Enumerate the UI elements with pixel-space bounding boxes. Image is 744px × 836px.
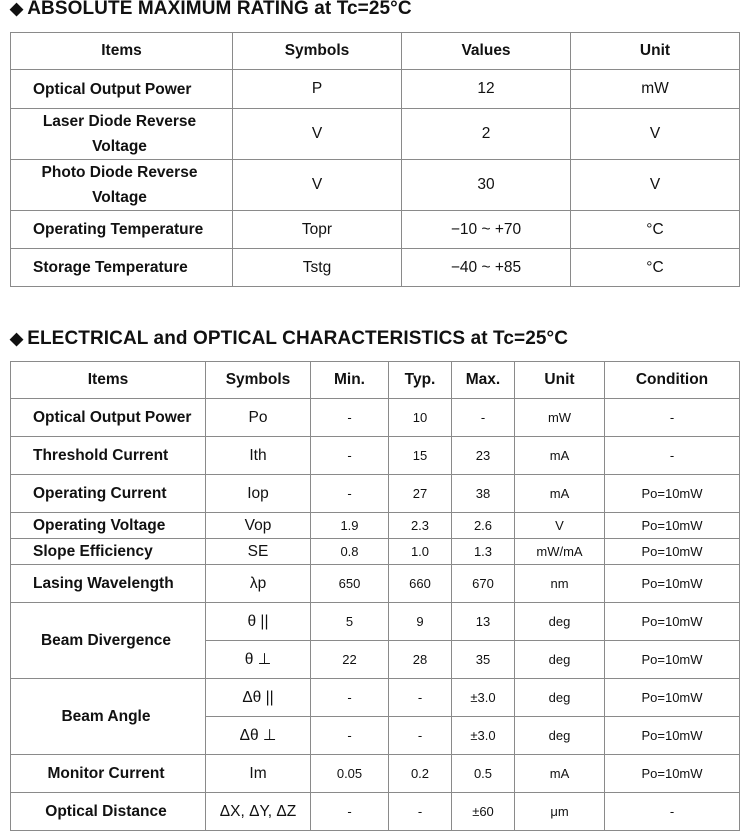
typ-cell: 9 — [389, 603, 452, 641]
section-heading-absolute-max — [10, 0, 412, 20]
min-cell: - — [311, 399, 389, 437]
unit-cell: deg — [515, 717, 605, 755]
condition-cell: Po=10mW — [605, 679, 740, 717]
electrical-optical-characteristics-table — [10, 361, 740, 831]
table-row — [11, 513, 740, 539]
condition-cell: Po=10mW — [605, 641, 740, 679]
unit-cell: μm — [515, 793, 605, 831]
min-cell: 1.9 — [311, 513, 389, 539]
max-cell: ±3.0 — [452, 717, 515, 755]
unit-cell: V — [571, 160, 740, 211]
section-heading-electrical-optical — [10, 328, 568, 350]
max-cell: - — [452, 399, 515, 437]
unit-cell: mW — [515, 399, 605, 437]
unit-cell: V — [571, 109, 740, 160]
symbol-cell: ΔX, ΔY, ΔZ — [206, 793, 311, 831]
typ-cell: 0.2 — [389, 755, 452, 793]
unit-cell: mW — [571, 70, 740, 109]
item-cell: Beam Angle — [11, 679, 206, 755]
unit-cell: °C — [571, 211, 740, 249]
table-row — [11, 160, 740, 211]
condition-cell: Po=10mW — [605, 755, 740, 793]
table-row — [11, 475, 740, 513]
table-row — [11, 793, 740, 831]
unit-cell: deg — [515, 679, 605, 717]
column-header: Max. — [452, 362, 515, 399]
condition-cell: Po=10mW — [605, 565, 740, 603]
item-cell: Threshold Current — [11, 437, 206, 475]
item-cell: Optical Output Power — [11, 70, 233, 109]
symbol-cell: Topr — [233, 211, 402, 249]
value-cell: 12 — [402, 70, 571, 109]
min-cell: - — [311, 679, 389, 717]
symbol-cell: λp — [206, 565, 311, 603]
max-cell: 2.6 — [452, 513, 515, 539]
typ-cell: - — [389, 793, 452, 831]
condition-cell: - — [605, 437, 740, 475]
item-label: Photo Diode Reverse Voltage — [41, 164, 198, 206]
item-cell: Operating Current — [11, 475, 206, 513]
section-title: ABSOLUTE MAXIMUM RATING at Tc=25°C — [27, 0, 412, 19]
table-row — [11, 70, 740, 109]
typ-cell: 15 — [389, 437, 452, 475]
symbol-cell: Δθ ⊥ — [206, 717, 311, 755]
diamond-icon: ◆ — [10, 0, 24, 18]
unit-cell: nm — [515, 565, 605, 603]
symbol-cell: Po — [206, 399, 311, 437]
unit-cell: deg — [515, 603, 605, 641]
typ-cell: 2.3 — [389, 513, 452, 539]
symbol-cell: V — [233, 109, 402, 160]
unit-cell: mW/mA — [515, 539, 605, 565]
item-cell: Storage Temperature — [11, 249, 233, 287]
table-row — [11, 565, 740, 603]
symbol-cell: Iop — [206, 475, 311, 513]
min-cell: 22 — [311, 641, 389, 679]
max-cell: 23 — [452, 437, 515, 475]
symbol-cell: P — [233, 70, 402, 109]
symbol-cell: Im — [206, 755, 311, 793]
item-cell — [11, 160, 233, 211]
max-cell: ±3.0 — [452, 679, 515, 717]
min-cell: - — [311, 437, 389, 475]
table-row — [11, 211, 740, 249]
min-cell: - — [311, 793, 389, 831]
item-label: Laser Diode Reverse Voltage — [42, 113, 197, 155]
absolute-max-rating-table — [10, 32, 740, 287]
table-row — [11, 603, 740, 641]
typ-cell: 1.0 — [389, 539, 452, 565]
table-header-row — [11, 33, 740, 70]
item-cell: Lasing Wavelength — [11, 565, 206, 603]
typ-cell: 27 — [389, 475, 452, 513]
unit-cell: V — [515, 513, 605, 539]
column-header: Unit — [571, 33, 740, 70]
table-row — [11, 679, 740, 717]
column-header: Symbols — [233, 33, 402, 70]
min-cell: 5 — [311, 603, 389, 641]
item-cell: Monitor Current — [11, 755, 206, 793]
column-header: Items — [11, 33, 233, 70]
item-cell: Beam Divergence — [11, 603, 206, 679]
unit-cell: °C — [571, 249, 740, 287]
item-cell — [11, 109, 233, 160]
min-cell: - — [311, 475, 389, 513]
diamond-icon: ◆ — [10, 329, 24, 348]
max-cell: ±60 — [452, 793, 515, 831]
column-header: Condition — [605, 362, 740, 399]
column-header: Items — [11, 362, 206, 399]
symbol-cell: Tstg — [233, 249, 402, 287]
value-cell: −10 ~ +70 — [402, 211, 571, 249]
min-cell: 0.05 — [311, 755, 389, 793]
value-cell: −40 ~ +85 — [402, 249, 571, 287]
table-row — [11, 249, 740, 287]
min-cell: - — [311, 717, 389, 755]
table-row — [11, 539, 740, 565]
typ-cell: 10 — [389, 399, 452, 437]
table-row — [11, 437, 740, 475]
column-header: Symbols — [206, 362, 311, 399]
max-cell: 38 — [452, 475, 515, 513]
unit-cell: mA — [515, 437, 605, 475]
typ-cell: 660 — [389, 565, 452, 603]
condition-cell: Po=10mW — [605, 539, 740, 565]
symbol-cell: θ || — [206, 603, 311, 641]
section-title: ELECTRICAL and OPTICAL CHARACTERISTICS at Tc=25°C — [27, 328, 569, 349]
condition-cell: Po=10mW — [605, 717, 740, 755]
condition-cell: - — [605, 793, 740, 831]
min-cell: 0.8 — [311, 539, 389, 565]
min-cell: 650 — [311, 565, 389, 603]
unit-cell: mA — [515, 755, 605, 793]
symbol-cell: SE — [206, 539, 311, 565]
max-cell: 1.3 — [452, 539, 515, 565]
table-row — [11, 399, 740, 437]
condition-cell: - — [605, 399, 740, 437]
symbol-cell: Δθ || — [206, 679, 311, 717]
column-header: Min. — [311, 362, 389, 399]
typ-cell: 28 — [389, 641, 452, 679]
unit-cell: mA — [515, 475, 605, 513]
condition-cell: Po=10mW — [605, 603, 740, 641]
typ-cell: - — [389, 717, 452, 755]
value-cell: 30 — [402, 160, 571, 211]
condition-cell: Po=10mW — [605, 513, 740, 539]
item-cell: Operating Temperature — [11, 211, 233, 249]
unit-cell: deg — [515, 641, 605, 679]
item-cell: Optical Output Power — [11, 399, 206, 437]
max-cell: 0.5 — [452, 755, 515, 793]
item-cell: Operating Voltage — [11, 513, 206, 539]
item-cell: Slope Efficiency — [11, 539, 206, 565]
condition-cell: Po=10mW — [605, 475, 740, 513]
column-header: Unit — [515, 362, 605, 399]
table-header-row — [11, 362, 740, 399]
item-cell: Optical Distance — [11, 793, 206, 831]
column-header: Values — [402, 33, 571, 70]
symbol-cell: Vop — [206, 513, 311, 539]
value-cell: 2 — [402, 109, 571, 160]
table-row — [11, 109, 740, 160]
symbol-cell: V — [233, 160, 402, 211]
max-cell: 13 — [452, 603, 515, 641]
symbol-cell: θ ⊥ — [206, 641, 311, 679]
max-cell: 35 — [452, 641, 515, 679]
table-row — [11, 755, 740, 793]
typ-cell: - — [389, 679, 452, 717]
column-header: Typ. — [389, 362, 452, 399]
symbol-cell: Ith — [206, 437, 311, 475]
max-cell: 670 — [452, 565, 515, 603]
